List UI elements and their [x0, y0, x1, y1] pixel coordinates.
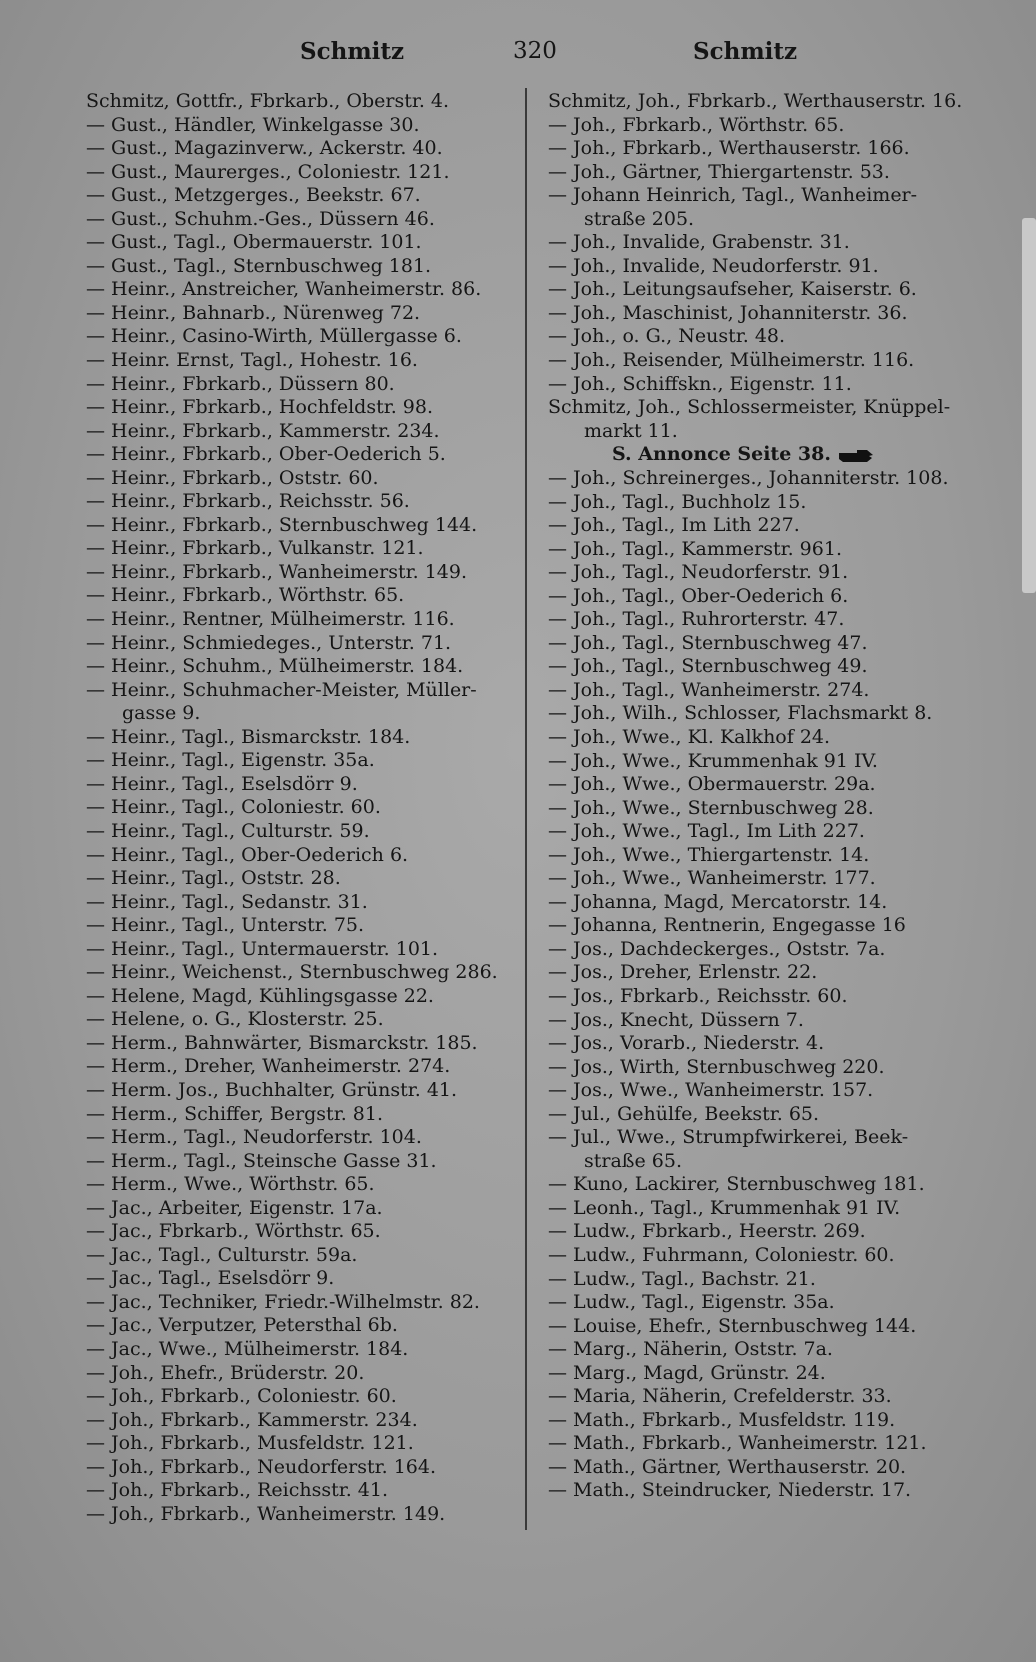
directory-entry: — Heinr., Fbrkarb., Wanheimerstr. 149. [86, 560, 468, 583]
directory-entry: — Heinr., Tagl., Eigenstr. 35a. [86, 749, 375, 772]
directory-entry: — Joh., Wwe., Sternbuschweg 28. [548, 796, 874, 819]
page-number: 320 [513, 38, 557, 64]
directory-entry: — Joh., Leitungsaufseher, Kaiserstr. 6. [548, 278, 917, 301]
directory-entry: — Joh., o. G., Neustr. 48. [548, 325, 786, 348]
directory-entry: — Joh., Reisender, Mülheimerstr. 116. [548, 349, 915, 372]
directory-entry: — Heinr., Fbrkarb., Oststr. 60. [86, 466, 379, 489]
directory-entry: — Jac., Tagl., Eselsdörr 9. [86, 1267, 335, 1290]
directory-entry: — Jos., Vorarb., Niederstr. 4. [548, 1032, 825, 1055]
directory-entry: — Jos., Knecht, Düssern 7. [548, 1008, 804, 1031]
directory-entry: — Herm. Jos., Buchhalter, Grünstr. 41. [86, 1078, 458, 1101]
directory-entry: — Herm., Tagl., Steinsche Gasse 31. [86, 1149, 437, 1172]
directory-entry: — Heinr., Bahnarb., Nürenweg 72. [86, 301, 421, 324]
directory-entry: — Louise, Ehefr., Sternbuschweg 144. [548, 1314, 917, 1337]
header-right: Schmitz [693, 38, 798, 65]
directory-entry: — Heinr., Tagl., Untermauerstr. 101. [86, 937, 439, 960]
directory-entry: — Joh., Wilh., Schlosser, Flachsmarkt 8. [548, 702, 933, 725]
directory-entry: — Herm., Wwe., Wörthstr. 65. [86, 1173, 375, 1196]
directory-entry: — Jul., Gehülfe, Beekstr. 65. [548, 1102, 820, 1125]
directory-entry: — Heinr., Tagl., Sedanstr. 31. [86, 890, 368, 913]
directory-entry: — Gust., Tagl., Obermauerstr. 101. [86, 231, 422, 254]
directory-entry: — Joh., Fbrkarb., Wörthstr. 65. [548, 113, 845, 136]
directory-entry: — Jos., Dreher, Erlenstr. 22. [548, 961, 818, 984]
directory-entry: — Heinr., Rentner, Mülheimerstr. 116. [86, 608, 455, 631]
directory-entry: — Herm., Schiffer, Bergstr. 81. [86, 1102, 383, 1125]
directory-entry: — Joh., Maschinist, Johanniterstr. 36. [548, 301, 908, 324]
directory-entry: — Math., Fbrkarb., Wanheimerstr. 121. [548, 1432, 927, 1455]
directory-entry: — Joh., Invalide, Grabenstr. 31. [548, 231, 850, 254]
directory-entry: — Joh., Tagl., Kammerstr. 961. [548, 537, 842, 560]
directory-entry: — Jac., Tagl., Culturstr. 59a. [86, 1243, 358, 1266]
directory-entry: — Joh., Tagl., Sternbuschweg 49. [548, 655, 868, 678]
right-column [548, 90, 988, 1503]
directory-entry: — Gust., Maurerges., Coloniestr. 121. [86, 160, 450, 183]
left-column [86, 90, 516, 1526]
annonce-text: S. Annonce Seite 38. [612, 443, 831, 466]
pointing-hand-icon [839, 449, 873, 463]
directory-entry: — Math., Steindrucker, Niederstr. 17. [548, 1479, 912, 1502]
entry-continuation: gasse 9. [122, 702, 201, 725]
directory-entry: — Ludw., Tagl., Bachstr. 21. [548, 1267, 816, 1290]
directory-entry: — Helene, Magd, Kühlingsgasse 22. [86, 984, 434, 1007]
directory-entry: — Herm., Bahnwärter, Bismarckstr. 185. [86, 1031, 478, 1054]
directory-entry: — Gust., Händler, Winkelgasse 30. [86, 113, 420, 136]
directory-entry: — Joh., Wwe., Krummenhak 91 IV. [548, 749, 878, 772]
directory-entry: — Joh., Gärtner, Thiergartenstr. 53. [548, 160, 890, 183]
directory-entry: — Math., Fbrkarb., Musfeldstr. 119. [548, 1408, 896, 1431]
scrollbar-thumb[interactable] [1022, 218, 1036, 593]
directory-entry: — Heinr., Anstreicher, Wanheimerstr. 86. [86, 278, 482, 301]
directory-entry: — Joh., Tagl., Ober-Oederich 6. [548, 584, 849, 607]
directory-entry: — Joh., Wwe., Wanheimerstr. 177. [548, 867, 876, 890]
directory-entry: — Jos., Fbrkarb., Reichsstr. 60. [548, 985, 848, 1007]
directory-entry: — Joh., Ehefr., Brüderstr. 20. [86, 1361, 365, 1384]
directory-entry: — Herm., Tagl., Neudorferstr. 104. [86, 1126, 422, 1149]
running-header [0, 30, 1036, 74]
directory-entry: Schmitz, Joh., Schlossermeister, Knüppel- [548, 396, 951, 419]
directory-entry: — Jac., Fbrkarb., Wörthstr. 65. [86, 1220, 381, 1243]
directory-entry: — Ludw., Fbrkarb., Heerstr. 269. [548, 1220, 866, 1243]
directory-entry: — Jos., Wwe., Wanheimerstr. 157. [548, 1079, 874, 1102]
directory-entry: — Heinr., Tagl., Eselsdörr 9. [86, 772, 358, 795]
directory-entry: — Joh., Tagl., Buchholz 15. [548, 490, 807, 513]
directory-entry: — Heinr., Tagl., Bismarckstr. 184. [86, 725, 411, 748]
directory-entry: — Gust., Magazinverw., Ackerstr. 40. [86, 137, 443, 160]
directory-entry: — Joh., Tagl., Sternbuschweg 47. [548, 631, 868, 654]
directory-entry: — Johann Heinrich, Tagl., Wanheimer- [548, 184, 918, 207]
directory-entry: — Joh., Schiffskn., Eigenstr. 11. [548, 372, 852, 395]
directory-entry: — Joh., Fbrkarb., Wanheimerstr. 149. [86, 1502, 446, 1525]
column-divider [525, 88, 527, 1530]
directory-entry: — Maria, Näherin, Crefelderstr. 33. [548, 1385, 892, 1408]
directory-entry: — Marg., Näherin, Oststr. 7a. [548, 1338, 833, 1361]
directory-entry: — Heinr., Fbrkarb., Kammerstr. 234. [86, 419, 440, 442]
entry-continuation: straße 65. [584, 1149, 682, 1172]
directory-entry: — Joh., Fbrkarb., Kammerstr. 234. [86, 1408, 418, 1431]
directory-entry: — Joh., Wwe., Kl. Kalkhof 24. [548, 725, 831, 748]
directory-entry: — Heinr., Fbrkarb., Düssern 80. [86, 372, 395, 395]
directory-entry: — Gust., Schuhm.-Ges., Düssern 46. [86, 207, 435, 230]
directory-entry: Schmitz, Joh., Fbrkarb., Werthauserstr. 16. [548, 90, 963, 112]
directory-entry: — Leonh., Tagl., Krummenhak 91 IV. [548, 1196, 901, 1219]
directory-entry: — Joh., Fbrkarb., Neudorferstr. 164. [86, 1455, 436, 1478]
entry-continuation: straße 205. [584, 207, 695, 230]
directory-entry: — Heinr., Fbrkarb., Vulkanstr. 121. [86, 537, 424, 560]
entry-continuation: markt 11. [584, 419, 678, 442]
directory-entry: — Heinr., Schuhmacher-Meister, Müller- [86, 678, 477, 701]
directory-entry: — Jac., Verputzer, Petersthal 6b. [86, 1314, 398, 1337]
directory-entry: — Joh., Wwe., Tagl., Im Lith 227. [548, 820, 865, 843]
annonce-reference [548, 443, 988, 467]
directory-entry: — Helene, o. G., Klosterstr. 25. [86, 1008, 384, 1031]
directory-entry: — Joh., Schreinerges., Johanniterstr. 108. [548, 466, 949, 489]
directory-entry: — Joh., Invalide, Neudorferstr. 91. [548, 254, 879, 277]
directory-entry: — Heinr., Tagl., Culturstr. 59. [86, 819, 370, 842]
directory-entry: — Jos., Wirth, Sternbuschweg 220. [548, 1055, 885, 1078]
directory-entry: — Joh., Fbrkarb., Werthauserstr. 166. [548, 137, 910, 160]
directory-entry: — Heinr., Casino-Wirth, Müllergasse 6. [86, 325, 462, 348]
directory-entry: — Heinr., Tagl., Coloniestr. 60. [86, 796, 381, 819]
directory-entry: — Heinr., Schuhm., Mülheimerstr. 184. [86, 655, 464, 678]
directory-entry: — Joh., Tagl., Im Lith 227. [548, 514, 800, 537]
directory-entry: — Heinr., Tagl., Oststr. 28. [86, 867, 341, 890]
directory-entry: — Johanna, Magd, Mercatorstr. 14. [548, 890, 888, 913]
directory-entry: — Gust., Metzgerges., Beekstr. 67. [86, 184, 421, 207]
directory-entry: — Joh., Fbrkarb., Reichsstr. 41. [86, 1479, 389, 1502]
directory-entry: — Johanna, Rentnerin, Engegasse 16 [548, 914, 906, 937]
directory-entry: — Jac., Wwe., Mülheimerstr. 184. [86, 1337, 409, 1360]
directory-entry: — Heinr., Fbrkarb., Ober-Oederich 5. [86, 443, 446, 466]
directory-entry: Schmitz, Gottfr., Fbrkarb., Oberstr. 4. [86, 90, 450, 112]
directory-entry: — Joh., Tagl., Ruhrorterstr. 47. [548, 608, 845, 631]
directory-entry: — Heinr. Ernst, Tagl., Hohestr. 16. [86, 349, 418, 372]
directory-entry: — Joh., Wwe., Obermauerstr. 29a. [548, 773, 876, 796]
directory-entry: — Heinr., Fbrkarb., Wörthstr. 65. [86, 584, 405, 607]
directory-entry: — Herm., Dreher, Wanheimerstr. 274. [86, 1055, 451, 1078]
directory-entry: — Joh., Tagl., Wanheimerstr. 274. [548, 678, 870, 701]
directory-entry: — Jac., Techniker, Friedr.-Wilhelmstr. 82. [86, 1290, 480, 1313]
directory-entry: — Heinr., Tagl., Ober-Oederich 6. [86, 843, 409, 866]
directory-entry: — Jos., Dachdeckerges., Oststr. 7a. [548, 937, 886, 960]
directory-entry: — Heinr., Weichenst., Sternbuschweg 286. [86, 961, 498, 984]
directory-entry: — Kuno, Lackirer, Sternbuschweg 181. [548, 1173, 925, 1196]
directory-entry: — Joh., Fbrkarb., Coloniestr. 60. [86, 1385, 397, 1408]
directory-entry: — Joh., Tagl., Neudorferstr. 91. [548, 561, 849, 584]
header-left: Schmitz [300, 38, 405, 65]
directory-entry: — Ludw., Tagl., Eigenstr. 35a. [548, 1291, 835, 1314]
directory-entry: — Heinr., Fbrkarb., Hochfeldstr. 98. [86, 396, 433, 419]
directory-entry: — Heinr., Tagl., Unterstr. 75. [86, 914, 365, 937]
directory-entry: — Joh., Fbrkarb., Musfeldstr. 121. [86, 1432, 414, 1455]
directory-entry: — Joh., Wwe., Thiergartenstr. 14. [548, 843, 870, 866]
directory-entry: — Jac., Arbeiter, Eigenstr. 17a. [86, 1196, 383, 1219]
directory-entry: — Jul., Wwe., Strumpfwirkerei, Beek- [548, 1126, 909, 1149]
directory-entry: — Math., Gärtner, Werthauserstr. 20. [548, 1455, 907, 1478]
directory-entry: — Marg., Magd, Grünstr. 24. [548, 1361, 826, 1384]
directory-entry: — Ludw., Fuhrmann, Coloniestr. 60. [548, 1244, 895, 1267]
directory-entry: — Heinr., Fbrkarb., Reichsstr. 56. [86, 490, 410, 513]
directory-entry: — Heinr., Fbrkarb., Sternbuschweg 144. [86, 513, 478, 536]
directory-entry: — Gust., Tagl., Sternbuschweg 181. [86, 254, 432, 277]
directory-entry: — Heinr., Schmiedeges., Unterstr. 71. [86, 631, 452, 654]
